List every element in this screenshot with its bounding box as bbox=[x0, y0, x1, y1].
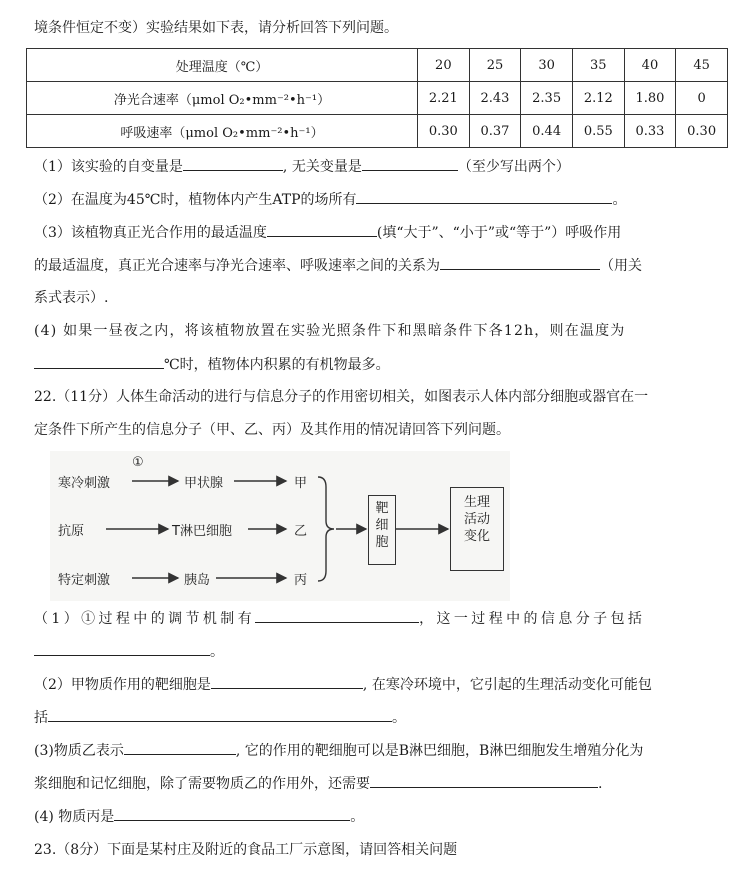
table-cell: 2.12 bbox=[572, 82, 624, 115]
table-header-cell: 45 bbox=[676, 49, 728, 82]
organ-islet: 胰岛 bbox=[184, 573, 211, 588]
table-cell: 0.30 bbox=[676, 115, 728, 148]
target-box-char: 靶 bbox=[375, 501, 389, 516]
answer-blank[interactable] bbox=[124, 740, 236, 755]
q21-part3-line1 bbox=[34, 222, 621, 243]
q21-part3-line3: 系式表示）. bbox=[34, 290, 109, 306]
q22-part2-line1 bbox=[34, 674, 652, 695]
molecule-jia: 甲 bbox=[294, 476, 308, 491]
table-header-cell: 30 bbox=[521, 49, 573, 82]
physiological-change-box bbox=[450, 487, 504, 571]
answer-blank[interactable] bbox=[370, 773, 598, 788]
q22-p4-text-a: (4) 物质丙是 bbox=[34, 809, 115, 825]
q22-p2-text-a: （2）甲物质作用的靶细胞是 bbox=[34, 677, 211, 693]
stimulus-antigen: 抗原 bbox=[58, 524, 85, 539]
target-cell-box bbox=[368, 495, 396, 565]
table-header-cell: 25 bbox=[469, 49, 521, 82]
stimulus-specific: 特定刺激 bbox=[58, 573, 111, 588]
result-box-line: 变化 bbox=[463, 529, 490, 544]
result-box-line: 活动 bbox=[463, 512, 490, 527]
q22-p1-text-b: ，这一过程中的信息分子包括 bbox=[419, 611, 646, 627]
q21-p3-text-c: 的最适温度，真正光合速率与净光合速率、呼吸速率之间的关系为 bbox=[34, 258, 440, 274]
answer-blank[interactable] bbox=[267, 222, 377, 237]
table-cell: 2.21 bbox=[418, 82, 470, 115]
q22-p1-text-a: （1）①过程中的调节机制有 bbox=[34, 611, 256, 627]
answer-blank[interactable] bbox=[34, 641, 210, 656]
answer-blank[interactable] bbox=[356, 189, 612, 204]
answer-blank[interactable] bbox=[362, 156, 458, 171]
experiment-table bbox=[26, 48, 728, 148]
q21-part4-line1: (4) 如果一昼夜之内，将该植物放置在实验光照条件下和黑暗条件下各12h，则在温度为 bbox=[34, 323, 626, 339]
q21-p3-text-d: （用关 bbox=[600, 258, 642, 274]
brace bbox=[318, 477, 334, 581]
table-header-cell: 35 bbox=[572, 49, 624, 82]
table-cell: 0.55 bbox=[572, 115, 624, 148]
q21-p4-text-b: ℃时，植物体内积累的有机物最多。 bbox=[164, 357, 390, 373]
q22-p3-text-c: 浆细胞和记忆细胞，除了需要物质乙的作用外，还需要 bbox=[34, 776, 370, 792]
table-header-row bbox=[27, 49, 728, 82]
q22-part1-line1 bbox=[34, 608, 645, 629]
target-box-char: 细 bbox=[375, 518, 389, 533]
stimulus-cold: 寒冷刺激 bbox=[58, 476, 111, 491]
answer-blank[interactable] bbox=[34, 354, 164, 369]
q22-p3-text-d: . bbox=[598, 776, 603, 792]
table-row bbox=[27, 115, 728, 148]
q21-p3-text-b: (填“大于”、“小于”或“等于”）呼吸作用 bbox=[376, 225, 622, 241]
molecule-yi: 乙 bbox=[294, 524, 308, 539]
table-header-cell: 40 bbox=[624, 49, 676, 82]
q22-intro-line2: 定条件下所产生的信息分子（甲、乙、丙）及其作用的情况请回答下列问题。 bbox=[34, 422, 510, 438]
answer-blank[interactable] bbox=[183, 156, 283, 171]
q22-part4 bbox=[34, 806, 364, 827]
circled-one-label: ① bbox=[132, 455, 144, 470]
answer-blank[interactable] bbox=[255, 608, 419, 623]
table-cell: 1.80 bbox=[624, 82, 676, 115]
molecule-bing: 丙 bbox=[294, 573, 308, 588]
signal-molecule-diagram bbox=[50, 451, 510, 601]
table-header-label: 处理温度（℃） bbox=[27, 49, 418, 82]
organ-thyroid: 甲状腺 bbox=[184, 476, 224, 491]
q22-part1-line2 bbox=[34, 641, 224, 662]
table-cell: 0.44 bbox=[521, 115, 573, 148]
q22-part2-line2 bbox=[34, 707, 406, 728]
target-box-char: 胞 bbox=[375, 535, 389, 550]
answer-blank[interactable] bbox=[211, 674, 363, 689]
q21-part1 bbox=[34, 156, 570, 177]
q23-intro: 23.（8分）下面是某村庄及附近的食品工厂示意图，请回答相关问题 bbox=[34, 842, 458, 858]
q22-part3-line1 bbox=[34, 740, 643, 761]
q22-part3-line2 bbox=[34, 773, 602, 794]
q22-p3-text-b: , 它的作用的靶细胞可以是B淋巴细胞，B淋巴细胞发生增殖分化为 bbox=[235, 743, 644, 759]
table-cell: 0.33 bbox=[624, 115, 676, 148]
q22-intro-line1: 22.（11分）人体生命活动的进行与信息分子的作用密切相关，如图表示人体内部分细胞或器官在一 bbox=[34, 389, 649, 405]
q22-p1-text-c: 。 bbox=[210, 644, 224, 660]
q21-part3-line2 bbox=[34, 255, 642, 276]
q22-p2-text-c: 括 bbox=[34, 710, 48, 726]
organ-t-lymphocyte: T淋巴细胞 bbox=[172, 524, 232, 539]
q22-p4-text-b: 。 bbox=[350, 809, 365, 825]
table-cell: 0.37 bbox=[469, 115, 521, 148]
table-cell: 2.43 bbox=[469, 82, 521, 115]
q21-p1-text-a: （1）该实验的自变量是 bbox=[34, 159, 183, 175]
q22-p2-text-b: , 在寒冷环境中，它引起的生理活动变化可能包 bbox=[362, 677, 652, 693]
row-label-respiration: 呼吸速率（μmol O₂•mm⁻²•h⁻¹） bbox=[27, 115, 418, 148]
answer-blank[interactable] bbox=[48, 707, 392, 722]
table-cell: 0 bbox=[676, 82, 728, 115]
q21-p2-text-b: 。 bbox=[612, 192, 627, 208]
q21-p2-text-a: （2）在温度为45℃时，植物体内产生ATP的场所有 bbox=[34, 192, 357, 208]
table-row bbox=[27, 82, 728, 115]
answer-blank[interactable] bbox=[440, 255, 600, 270]
q21-p1-text-c: （至少写出两个） bbox=[457, 159, 570, 175]
diagram-arrows bbox=[50, 451, 510, 601]
intro-line: 境条件恒定不变）实验结果如下表，请分析回答下列问题。 bbox=[34, 20, 398, 36]
row-label-net-photosynthesis: 净光合速率（μmol O₂•mm⁻²•h⁻¹） bbox=[27, 82, 418, 115]
q21-part2 bbox=[34, 189, 626, 210]
q21-p1-text-b: , 无关变量是 bbox=[282, 159, 362, 175]
table-header-cell: 20 bbox=[418, 49, 470, 82]
q22-p3-text-a: (3)物质乙表示 bbox=[34, 743, 124, 759]
q21-p3-text-a: （3）该植物真正光合作用的最适温度 bbox=[34, 225, 267, 241]
q22-p2-text-d: 。 bbox=[392, 710, 406, 726]
q21-part4-line2 bbox=[34, 354, 390, 375]
table-cell: 0.30 bbox=[418, 115, 470, 148]
answer-blank[interactable] bbox=[114, 806, 350, 821]
table-cell: 2.35 bbox=[521, 82, 573, 115]
result-box-line: 生理 bbox=[463, 495, 490, 510]
